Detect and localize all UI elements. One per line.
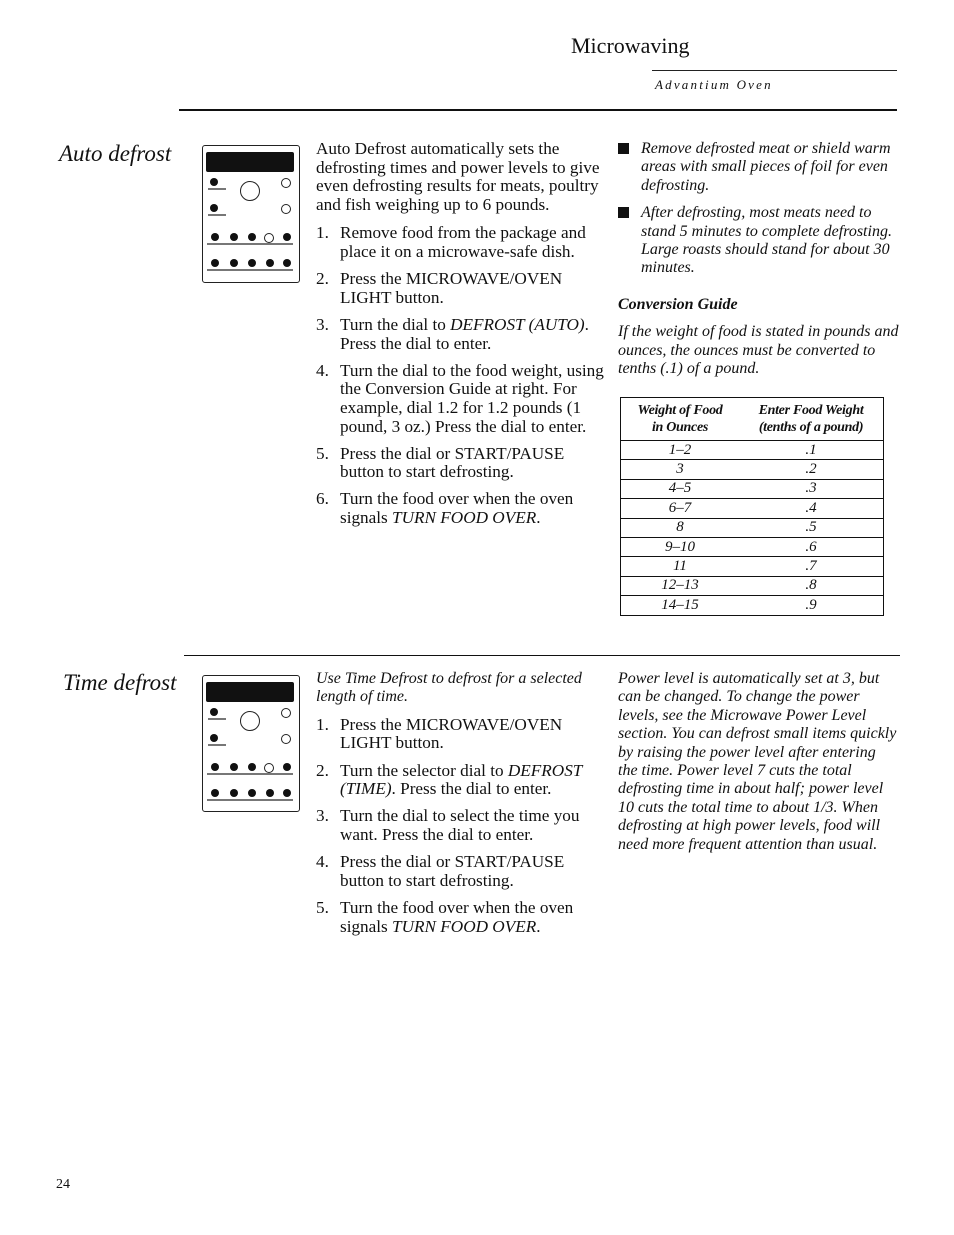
selector-dial-icon (240, 711, 260, 731)
panel-knob (264, 233, 274, 243)
panel-button (230, 789, 238, 797)
panel-label (207, 243, 293, 245)
time-defrost-intro: Use Time Defrost to defrost for a selected length of time. (316, 670, 582, 706)
square-bullet-icon (618, 143, 629, 154)
panel-label (208, 744, 226, 746)
panel-button (230, 763, 238, 771)
panel-knob (281, 708, 291, 718)
panel-button (283, 789, 291, 797)
header-rule-short (652, 70, 897, 71)
panel-label (208, 214, 226, 216)
square-bullet-icon (618, 207, 629, 218)
panel-button (211, 259, 219, 267)
conversion-guide-heading: Conversion Guide (618, 295, 738, 313)
tip-bullet: Remove defrosted meat or shield warm areas with small pieces of foil for even defrosting. (618, 140, 902, 195)
panel-button (266, 259, 274, 267)
control-panel-illustration (202, 675, 300, 812)
panel-button (230, 233, 238, 241)
time-defrost-steps (316, 716, 604, 936)
step-item: 3. Turn the dial to DEFROST (AUTO). Press the dial to enter. (316, 314, 589, 353)
step-item: 4. Turn the dial to the food weight, using the Conversion Guide at right. For example, dial 1.2 for 1.2 pounds (1 pound, 3 oz.) Press the dial to enter. (316, 360, 604, 436)
header-rule (179, 109, 897, 111)
page-number: 24 (56, 1177, 70, 1192)
panel-knob (281, 204, 291, 214)
step-item: 4. Press the dial or START/PAUSE button to start defrosting. (316, 852, 565, 890)
panel-label (207, 773, 293, 775)
step-item: 2. Press the MICROWAVE/OVEN LIGHT button. (316, 269, 563, 307)
table-row: 3 .2 (621, 460, 884, 479)
panel-button (248, 763, 256, 771)
table-row: 4–5 .3 (621, 479, 884, 498)
table-row: 1–2 .1 (668, 441, 817, 458)
panel-button (283, 259, 291, 267)
step-item: 5. Turn the food over when the oven signals TURN FOOD OVER. (316, 897, 574, 936)
display-screen (206, 152, 294, 172)
panel-button (211, 789, 219, 797)
time-defrost-note: Power level is automatically set at 3, but can be changed. To change the power levels, see the Microwave Power Level section. You can defrost small items quickly by raising the power level after entering the time. Power level 7 cuts the total defrosting time in about half; power level 10 cuts the total time to about 1/3. When defrosting at high power levels, food will need more frequent attention than usual. (618, 670, 897, 853)
panel-button (283, 763, 291, 771)
table-row: 14–15 .9 (621, 596, 884, 615)
panel-label (207, 269, 293, 271)
step-item: 3. Turn the dial to select the time you want. Press the dial to enter. (316, 806, 580, 844)
table-row: 12–13 .8 (621, 576, 884, 595)
table-row: 11 .7 (621, 557, 884, 576)
panel-button (248, 259, 256, 267)
step-item: 5. Press the dial or START/PAUSE button to start defrosting. (316, 443, 565, 482)
panel-button (230, 259, 238, 267)
conversion-guide-note: If the weight of food is stated in pounds and ounces, the ounces must be converted to tenths (.1) of a pound. (618, 323, 899, 378)
panel-button (210, 204, 218, 212)
panel-button (248, 233, 256, 241)
panel-label (208, 718, 226, 720)
page-header-title: Microwaving (571, 33, 690, 58)
tip-bullet: After defrosting, most meats need to stand 5 minutes to complete defrosting. Large roasts should stand for about 30 minutes. (618, 204, 902, 278)
conversion-table (620, 397, 884, 616)
table-row: 9–10 .6 (621, 537, 884, 556)
panel-button (211, 763, 219, 771)
auto-defrost-steps (316, 224, 604, 527)
step-item: 1. Press the MICROWAVE/OVEN LIGHT button. (316, 714, 563, 753)
panel-knob (264, 763, 274, 773)
step-item: 2. Turn the selector dial to DEFROST (TIME). Press the dial to enter. (316, 760, 583, 799)
panel-button (248, 789, 256, 797)
step-item: 6. Turn the food over when the oven signals TURN FOOD OVER. (316, 489, 574, 528)
table-row: 8 .5 (621, 518, 884, 537)
panel-button (266, 789, 274, 797)
auto-defrost-intro: Auto Defrost automatically sets the defrosting times and power levels to give even defrosting results for meats, poultry and fish weighing up to 6 pounds. (316, 139, 600, 214)
panel-label (207, 799, 293, 801)
time-defrost-title: Time defrost (63, 670, 177, 695)
page-header-subtitle: Advantium Oven (655, 77, 773, 92)
table-header-weight: Weight of Food in Ounces (621, 398, 740, 441)
panel-knob (281, 734, 291, 744)
control-panel-illustration (202, 145, 300, 283)
panel-button (211, 233, 219, 241)
step-item: 1. Remove food from the package and place it on a microwave-safe dish. (316, 223, 586, 261)
panel-button (210, 178, 218, 186)
selector-dial-icon (240, 181, 260, 201)
panel-button (283, 233, 291, 241)
table-header-enter: Enter Food Weight (tenths of a pound) (739, 398, 884, 441)
display-screen (206, 682, 294, 702)
table-row: 6–7 .4 (621, 499, 884, 518)
panel-button (210, 734, 218, 742)
panel-button (210, 708, 218, 716)
section-divider (184, 655, 900, 656)
panel-knob (281, 178, 291, 188)
auto-defrost-title: Auto defrost (59, 141, 172, 166)
panel-label (208, 188, 226, 190)
